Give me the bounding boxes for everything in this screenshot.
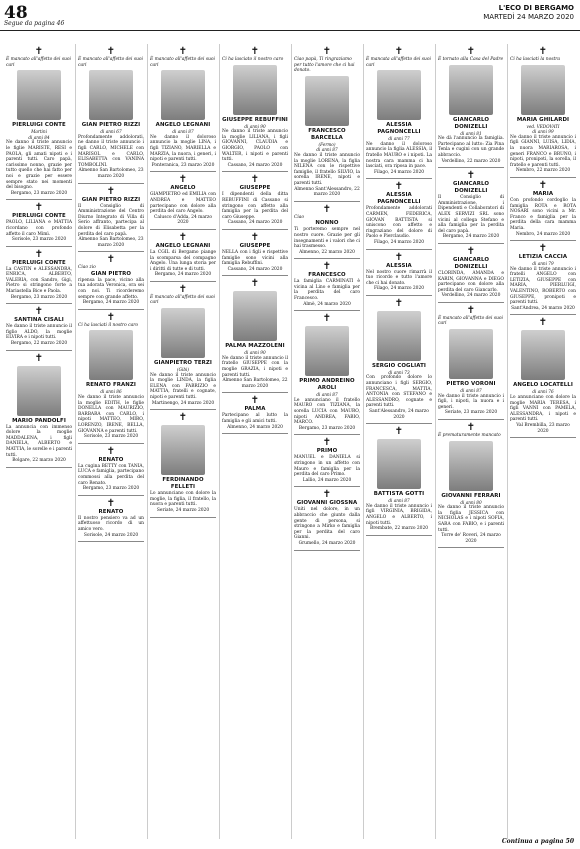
- cross-icon: ✝: [322, 203, 332, 215]
- portrait-photo: [233, 291, 277, 341]
- cross-icon: ✝: [538, 243, 548, 255]
- deceased-name: ANGELO LEGNANI: [155, 242, 211, 249]
- cross-icon: ✝: [322, 437, 332, 449]
- notice-text: La famiglia CARMINATI è vicina al Lino e famiglia per la perdita del caro Francesco.: [294, 279, 360, 302]
- deceased-age: di anni 79: [532, 261, 554, 267]
- deceased-age: di anni 87: [316, 147, 338, 153]
- notice-lead: Ci ha lasciati il nostro caro: [78, 322, 138, 328]
- deceased-age: di anni 90: [244, 350, 266, 356]
- obituary-column: [150, 44, 216, 518]
- notice-place-date: Brembate, 22 marzo 2020: [369, 526, 429, 532]
- obituary-notice: [150, 172, 216, 230]
- cross-icon: ✝: [466, 170, 476, 182]
- obituary-notice: [222, 172, 288, 230]
- notice-text: Il Consiglio di Amministrazione, i Dipendenti e Collaboratori di ALEX SERVIZI SRL sono vicini al collega Stefano e alla famiglia per la perdita del caro papà.: [438, 195, 504, 234]
- notice-place-date: Bergamo, 24 marzo 2020: [82, 300, 140, 306]
- notice-place-date: Almenno San Bartolomeo, 22 marzo 2020: [222, 378, 288, 389]
- deceased-name: RENATO: [98, 508, 124, 515]
- notice-text: Ne danno il triste annuncio la moglie LINDA, la figlia ELENA con FABRIZIO e MATTIA, fratelli e cognate, nipoti e parenti tutti.: [150, 372, 216, 401]
- notice-lead: Ci ha lasciati la nostra: [510, 57, 560, 62]
- notice-text: Ne danno il triste annuncio la moglie LORENA, la figlia NILENA con le rispettive famiglie, il fratello SILVIO, la sorella IRENE, nipoti e parenti tutti.: [294, 152, 360, 186]
- continued-to: Continua a pagina 50: [501, 838, 574, 845]
- cross-icon: ✝: [34, 46, 44, 57]
- cross-icon: ✝: [466, 422, 476, 434]
- obituary-notice: [6, 44, 72, 200]
- notice-place-date: Ponteranica, 23 marzo 2020: [151, 162, 215, 168]
- notice-place-date: Nembro, 22 marzo 2020: [515, 168, 571, 174]
- obituary-notice: [6, 247, 72, 305]
- obituary-notice: [294, 259, 360, 311]
- cross-icon: ✝: [538, 317, 548, 329]
- cross-icon: ✝: [106, 311, 116, 323]
- notice-place-date: Seriate, 23 marzo 2020: [444, 410, 498, 416]
- cross-icon: ✝: [34, 306, 44, 318]
- notice-text: Le annunciano il fratello MAURO con TIZIANA, la sorella LUCIA con MAURO, nipoti ANDREA, FABIO, MARCO.: [294, 397, 360, 426]
- cross-icon: ✝: [106, 254, 116, 266]
- notice-place-date: Sant'Andrea, 24 marzo 2020: [511, 305, 575, 311]
- notice-text: I dipendenti della ditta REBUFFINI di Cassano si stringono con affetto alla famiglia per la perdita del caro Giuseppe.: [222, 192, 288, 220]
- notice-text: La CASTIN e ALESSANDRA, ENRICA, ALBERTO, VALERIA, con Sandro, Gigi, Pietro si stringono forte a Mariastella Bice e Paola.: [6, 266, 72, 295]
- deceased-name: ALESSIA PAGNONCELLI: [377, 192, 421, 206]
- deceased-age: di anni 87: [316, 392, 338, 398]
- deceased-name: SANTINA CISALI: [14, 317, 64, 324]
- portrait-photo: [305, 76, 349, 126]
- obituary-notice: [222, 276, 288, 393]
- obituary-notice: [78, 252, 144, 310]
- notice-lead: È mancata all'affetto dei suoi cari: [366, 57, 431, 68]
- obituary-notice: [294, 311, 360, 435]
- cross-icon: ✝: [538, 46, 548, 57]
- cross-icon: ✝: [322, 46, 332, 57]
- deceased-name: FERDINANDO FELLETI: [162, 477, 204, 491]
- obituary-notice: [366, 44, 432, 179]
- deceased-name: PIETRO VORONI: [446, 381, 496, 388]
- deceased-age: di anni 67: [100, 129, 122, 135]
- obituary-column: [6, 44, 72, 468]
- obituary-column: [222, 44, 288, 434]
- deceased-age: di anni 84: [28, 134, 50, 140]
- deceased-name: PIERLUIGI CONTE: [12, 259, 66, 266]
- portrait-photo: [377, 439, 421, 489]
- deceased-name: GIANCARLO DONIZELLI: [452, 181, 490, 195]
- notice-place-date: Cassano, 24 marzo 2020: [227, 266, 283, 272]
- notice-place-date: Almenno Sant'Alessandro, 22 marzo 2020: [294, 186, 360, 198]
- portrait-photo: [449, 65, 493, 115]
- notice-place-date: Bergamo, 22 marzo 2020: [10, 341, 68, 347]
- notice-text: Ne danno il triste annuncio i figli, i nipoti, la nuora e i generi.: [438, 393, 504, 410]
- cross-icon: ✝: [34, 248, 44, 260]
- column-divider: [507, 44, 508, 839]
- notice-place-date: Bergamo, 23 marzo 2020: [10, 190, 68, 196]
- deceased-age: di anni 90: [244, 123, 266, 129]
- notice-text: Ne danno il triste annuncio la figlia JESSICA con NICHOLAS e i nipoti SOFIA, SARA con FABIO, e i parenti tutti.: [438, 505, 504, 533]
- notice-place-date: Filago, 24 marzo 2020: [373, 286, 425, 292]
- obituary-notice: [510, 44, 576, 178]
- notice-text: Ne danno il triste annuncio la moglie LILIANA, i figli GIOVANNI, CLAUDIA e GIORGIO, PAOLO con WALTER, i nipoti e parenti tutti.: [222, 129, 288, 163]
- deceased-age: di anni 80: [460, 499, 482, 505]
- deceased-name: ALESSIA PAGNONCELLI: [377, 122, 421, 136]
- cross-icon: ✝: [250, 278, 260, 290]
- obituary-notice: [366, 179, 432, 249]
- notice-place-date: Seriate, 24 marzo 2020: [156, 508, 210, 513]
- deceased-name: BATTISTA GOTTI: [373, 491, 425, 498]
- notice-text: Lo annunciano con dolore la moglie, la figlia, il fratello, la nuora e parenti tutti.: [150, 491, 216, 508]
- column-divider: [363, 44, 364, 839]
- notice-place-date: Nembro, 24 marzo 2020: [515, 231, 571, 237]
- obituary-notice: [222, 230, 288, 276]
- deceased-name: FRANCESCO: [308, 272, 346, 279]
- notice-lead: È mancato all'affetto dei suoi cari: [78, 57, 143, 68]
- obituary-notice: [438, 420, 504, 548]
- notice-place-date: Bergamo, 23 marzo 2020: [10, 294, 68, 300]
- obituary-notice: [294, 44, 360, 202]
- deceased-name: ANGELO LOCATELLI: [513, 382, 573, 389]
- deceased-name: PIERLUIGI CONTE: [12, 213, 66, 220]
- deceased-age: di anni 77: [388, 136, 410, 142]
- cross-icon: ✝: [466, 304, 476, 316]
- column-divider: [435, 44, 436, 839]
- notice-text: Profondamente addolorati CARMEN, FEDERICA, GIOVAN BATTISTA si uniscono con affetto e ringraziano del dolore di Paolo e Pierclaudio.: [366, 206, 432, 240]
- deceased-nickname: (Gibi): [177, 367, 189, 373]
- deceased-age: di anni 87: [388, 498, 410, 504]
- masthead: [483, 4, 574, 22]
- deceased-name: SERGIO COGLIATI: [372, 362, 426, 369]
- deceased-age: di anni 99: [532, 129, 554, 135]
- notice-place-date: Cassano, 24 marzo 2020: [227, 220, 283, 226]
- notice-place-date: Verdellino, 22 marzo 2020: [441, 158, 501, 164]
- cross-icon: ✝: [394, 181, 404, 193]
- notice-lead: È mancato all'affetto dei suoi cari: [150, 294, 215, 306]
- obituary-notice: [150, 230, 216, 282]
- deceased-age: di anni 87: [460, 388, 482, 394]
- notice-place-date: Torre de' Roveri, 24 marzo 2020: [441, 533, 501, 544]
- obituary-notice: [78, 184, 144, 253]
- notice-place-date: Filago, 24 marzo 2020: [373, 169, 425, 175]
- portrait-photo: [521, 330, 565, 380]
- cross-icon: ✝: [250, 174, 260, 186]
- cross-icon: ✝: [34, 202, 44, 214]
- deceased-name: GIANPIETRO TERZI: [153, 360, 213, 367]
- deceased-name: RENATO: [98, 456, 124, 463]
- cross-icon: ✝: [106, 185, 116, 197]
- cross-icon: ✝: [322, 313, 332, 325]
- obituary-notice: [438, 244, 504, 303]
- column-divider: [219, 44, 220, 839]
- notice-place-date: Almè, 24 marzo 2020: [303, 301, 351, 307]
- notice-text: Ne danno il triste annuncio il fratello GIUSEPPE con la moglie GRAZIA, i nipoti e parenti tutti.: [222, 355, 288, 378]
- notice-text: La CGIL di Bergamo piange la scomparsa del compagno Angelo. Una lunga storia per i diritti di tutte e di tutti.: [150, 249, 216, 272]
- obituary-notice: [222, 44, 288, 172]
- obituary-notice: [150, 410, 216, 517]
- notice-text: GIAMPIETRO ed EMILIA con ANDREA e MATTEO partecipano con dolore alla perdita del caro Angelo.: [150, 192, 216, 215]
- deceased-name: LETIZIA CACCIA: [518, 254, 568, 261]
- obituary-notice: [78, 44, 144, 184]
- notice-text: La cugina BETTY con TANIA, LUCA e famiglia, partecipano commossi alla perdita del caro Renato.: [78, 463, 144, 486]
- column-divider: [147, 44, 148, 839]
- notice-place-date: Bolgare, 22 marzo 2020: [12, 458, 66, 464]
- notice-text: PAOLO, LILIANA e MATTIA ricordano con profondo affetto il caro Mimì.: [6, 220, 72, 237]
- deceased-name: GIAN PIETRO RIZZI: [81, 122, 141, 129]
- obituary-notice: [150, 282, 216, 410]
- cross-icon: ✝: [178, 174, 188, 186]
- obituary-notice: [222, 393, 288, 434]
- notice-place-date: Sorisole, 24 marzo 2020: [83, 532, 139, 538]
- cross-icon: ✝: [106, 497, 116, 509]
- notice-text: Ne danno il triste annuncio il figlio ALDO, la moglie ELVIRA e i nipoti tutti.: [6, 324, 72, 341]
- obituary-notice: [150, 44, 216, 172]
- obituary-notice: [510, 178, 576, 241]
- notice-place-date: Almenno, 22 marzo 2020: [299, 249, 355, 255]
- notice-text: Il nostro pensiero va ad un affettuoso ricordo di un amico vero.: [78, 515, 144, 532]
- notice-place-date: Martinengo, 24 marzo 2020: [151, 400, 215, 406]
- cross-icon: ✝: [178, 283, 188, 295]
- notice-text: ripensa la pace, vicino alla tua adorata Veronica, ora sei con noi. Ti ricorderemo sempre con grande affetto.: [78, 277, 144, 300]
- column-divider: [75, 44, 76, 839]
- deceased-nickname: ved. VEDOVATI: [526, 123, 560, 129]
- obituary-column: [294, 44, 360, 551]
- notice-text: Ne dà l'annuncio la famiglia. Partecipano al lutto: Zia Pina Tenla e cugini con un grande abbraccio.: [438, 136, 504, 158]
- obituary-notice: [78, 496, 144, 542]
- notice-text: Ne danno il triste annuncio i figli GIANNI, LUISA, LIDIA, la nuora MARIAROSA, i generi FRANCO e BRUNO, i nipoti, pronipoti, la sorella, il fratello e parenti tutti.: [510, 134, 576, 168]
- obituary-notice: [438, 44, 504, 168]
- notice-place-date: Cassano, 24 marzo 2020: [227, 162, 283, 168]
- notice-text: Profondamente addolorati, ne danno il triste annuncio i figli CARLO, MICHELE con MARISOL e CARLO, ELISABETTA con VANINA TOMBOLINI.: [78, 134, 144, 168]
- column-divider: [291, 44, 292, 839]
- notice-text: Ne danno il triste annuncio i figli VIRGINIA, BRIGIDA, ANGELO e ALBERTO, i nipoti tutti.: [366, 503, 432, 526]
- notice-place-date: Verdellino, 24 marzo 2020: [441, 293, 501, 299]
- notice-text: Ne danno il doloroso annuncio la figlia ALESSIA, il fratello MAURO e i nipoti. La nostra cara mamma ci ha lasciati, ora riposa in pace.: [366, 141, 432, 170]
- notice-text: CLORINDA, AMANDA e KARIN, GIOVANNA e DIEGO partecipano con dolore alla perdita del caro Giancarlo.: [438, 270, 504, 293]
- notice-lead: È mancato all'affetto dei suoi cari: [6, 57, 71, 68]
- deceased-name: MARIO PANDOLFI: [12, 417, 66, 424]
- deceased-name: GIOVANNI GIOSSNA: [296, 500, 358, 507]
- portrait-photo: [161, 308, 205, 358]
- notice-place-date: Almenno San Bartolomeo, 23 marzo 2020: [78, 168, 144, 179]
- notice-text: Uniti nel dolore, in un abbraccio che giunto dalla gente di persona, si stringono a Mirko e famiglia per la perdita del caro Gianni.: [294, 507, 360, 541]
- deceased-age: di anni 76: [532, 389, 554, 395]
- notice-place-date: Sant'Alessandro, 24 marzo 2020: [369, 409, 429, 420]
- notice-text: MANUEL e DANIELA si stringono in un affetto con Mauro e famiglia per la perdita del caro Primo.: [294, 455, 360, 478]
- notice-text: Partecipano al lutto la famiglia e gli amici tutti.: [222, 413, 288, 425]
- cross-icon: ✝: [106, 46, 116, 57]
- portrait-photo: [161, 70, 205, 120]
- portrait-photo: [449, 441, 493, 491]
- cross-icon: ✝: [322, 261, 332, 273]
- notice-lead: Ciao papà, Ti ringraziamo per tutto l'amore che ci hai donato.: [294, 57, 355, 74]
- notice-text: Ne danno il triste annuncio le figlie MARISTE, RESI e PAOLA, gli amati nipoti e i parenti tutti. Caro papà, carissimo nonno, grazie per tutto quello che hai fatto per noi e grazie per essere sempre stato nei momenti del bisogno.: [6, 140, 72, 191]
- notice-place-date: Grumello, 24 marzo 2020: [298, 540, 356, 546]
- deceased-name: ANGELO LEGNANI: [155, 122, 211, 129]
- deceased-nickname: (Fermo): [318, 141, 336, 147]
- deceased-name: GIOVANNI FERRARI: [441, 492, 501, 499]
- obituary-notice: [438, 303, 504, 420]
- notice-place-date: Bergamo, 23 marzo 2020: [82, 486, 140, 492]
- notice-text: NELLA con i figli e rispettive famiglie sono vicini alla famiglia Rebuffini.: [222, 249, 288, 267]
- deceased-name: PALMA: [244, 406, 266, 413]
- cross-icon: ✝: [394, 46, 404, 57]
- portrait-photo: [377, 70, 421, 120]
- notice-text: Lo annunciano con dolore la moglie MARIA TERESA, i figli VANNI con PAMELA, ALESSANDRA, i nipoti e parenti tutti.: [510, 395, 576, 423]
- cross-icon: ✝: [106, 445, 116, 457]
- obituary-column: [510, 44, 576, 438]
- obituary-column: [438, 44, 504, 548]
- page-header: [0, 0, 580, 31]
- continued-from: Segue da pagina 46: [4, 20, 65, 27]
- obituary-notice: [6, 304, 72, 350]
- portrait-photo: [89, 330, 133, 380]
- portrait-photo: [521, 65, 565, 115]
- notice-lead: Ci ha lasciato il nostro caro: [222, 57, 284, 62]
- notice-lead: È mancato all'affetto dei suoi cari: [438, 315, 503, 327]
- cross-icon: ✝: [178, 231, 188, 243]
- deceased-age: di anni 81: [460, 130, 482, 136]
- obituary-notice: [366, 296, 432, 424]
- obituary-column: [366, 44, 432, 536]
- portrait-photo: [17, 70, 61, 120]
- notice-lead: È mancato all'affetto dei suoi cari: [150, 57, 215, 68]
- obituary-notice: [78, 310, 144, 444]
- cross-icon: ✝: [538, 179, 548, 191]
- obituary-notice: [6, 200, 72, 246]
- deceased-age: di anni 86: [100, 389, 122, 395]
- deceased-name: PRIMO: [316, 448, 338, 455]
- cross-icon: ✝: [34, 352, 44, 364]
- notice-text: Con profondo cordoglio la famiglia ROTA e ROTA NOSARI sono vicini a Mr. Franco e famiglia per la perdita della cara mamma Maria.: [510, 197, 576, 231]
- obituary-notice: [78, 444, 144, 496]
- cross-icon: ✝: [394, 251, 404, 263]
- notice-place-date: Calusco d'Adda, 24 marzo 2020: [154, 214, 212, 226]
- notice-place-date: Lallio, 24 marzo 2020: [302, 477, 352, 483]
- deceased-name: GIANCARLO DONIZELLI: [452, 256, 490, 270]
- cross-icon: ✝: [178, 46, 188, 57]
- notice-place-date: Almenno, 24 marzo 2020: [227, 424, 283, 430]
- obituary-notice: [366, 250, 432, 296]
- deceased-name: ANGELO: [170, 185, 196, 192]
- portrait-photo: [233, 65, 277, 115]
- portrait-photo: [305, 326, 349, 376]
- notice-lead: È prematuramente mancato: [438, 433, 501, 439]
- obituary-column: [78, 44, 144, 542]
- portrait-photo: [449, 329, 493, 379]
- cross-icon: ✝: [250, 395, 260, 407]
- obituary-notice: [438, 168, 504, 244]
- deceased-nickname: Martini: [31, 129, 47, 135]
- obituary-notice: [6, 351, 72, 468]
- portrait-photo: [17, 366, 61, 416]
- notice-place-date: Bergamo, 24 marzo 2020: [442, 234, 500, 240]
- page-number: 48: [4, 3, 28, 23]
- deceased-name: GIUSEPPE: [239, 185, 271, 192]
- deceased-name: PRIMO ANDREINO AROLI: [299, 378, 355, 392]
- notice-place-date: Filago, 24 marzo 2020: [373, 239, 425, 245]
- notice-place-date: Almenno San Bartolomeo, 23 marzo 2020: [78, 237, 144, 248]
- deceased-age: di anni 87: [172, 129, 194, 135]
- deceased-name: NONNO: [315, 220, 339, 227]
- deceased-name: GIUSEPPE REBUFFINI: [222, 116, 288, 123]
- notice-place-date: Bergamo, 23 marzo 2020: [298, 425, 356, 431]
- obituary-notice: [294, 487, 360, 550]
- deceased-name: RENATO FRANZI: [86, 382, 136, 389]
- deceased-name: GIANCARLO DONIZELLI: [452, 116, 490, 130]
- notice-text: Ne danno il doloroso annuncio la moglie LINA, i figli TIZIANO, MARIELLA e MARZIA, la nuora, i generi, i nipoti e parenti tutti.: [150, 134, 216, 163]
- notice-text: Nel nostro cuore rimarrà il tuo ricordo e tutto l'amore che ci hai donato.: [366, 269, 432, 286]
- cross-icon: ✝: [322, 489, 332, 501]
- issue-date: MARTEDÌ 24 MARZO 2020: [483, 13, 574, 21]
- cross-icon: ✝: [466, 46, 476, 57]
- deceased-name: GIUSEPPE: [239, 242, 271, 249]
- notice-text: Ti porteremo sempre nel nostro cuore. Grazie per gli insegnamenti e i valori che ci hai trasmesso.: [294, 227, 360, 250]
- notice-lead: Ciao zio: [78, 265, 96, 271]
- deceased-name: PALMA MAZZOLENI: [225, 343, 285, 350]
- deceased-name: FRANCESCO BARCELLA: [308, 127, 346, 141]
- deceased-name: ALESSIA: [386, 262, 412, 269]
- notice-text: Ne danno il triste annuncio la moglie EDITH, le figlie DONELLA con MAURIZIO, BARBARA con CARLO, i nipoti MATTEO, MIRO, LORENZO, IRENE, BELLA, GIOVANNA e parenti tutti.: [78, 395, 144, 434]
- portrait-photo: [377, 311, 421, 361]
- notice-text: La annuncia con immenso dolore la moglie MADDALENA, i figli DANIELA, ALBERTO e MATTIA, le sorelle e i parenti tutti.: [6, 424, 72, 458]
- cross-icon: ✝: [250, 231, 260, 243]
- obituary-notice: [294, 435, 360, 487]
- notice-place-date: Bergamo, 24 marzo 2020: [154, 272, 212, 278]
- deceased-age: di anni 73: [388, 369, 410, 375]
- deceased-name: GIAN PIETRO: [90, 270, 132, 277]
- notice-text: Il Consiglio di Amministrazione del Centro Diurno Integrato di Villa di Serio affranto, partecipa al dolore di Elisabetta per la perdita del caro papà.: [78, 203, 144, 237]
- deceased-name: MARIA GHILARDI: [516, 116, 570, 123]
- cross-icon: ✝: [394, 426, 404, 438]
- notice-lead: È tornato alla Casa del Padre: [438, 57, 504, 62]
- notice-text: Con profondo dolore lo annunciano i figli SERGIO, FRANCESCA, MATTIA, ANTONIA con STEFANO e ALESSANDRO, cognate e parenti tutti.: [366, 375, 432, 409]
- notice-place-date: Sorisole, 23 marzo 2020: [11, 237, 67, 243]
- obituary-notice: [510, 315, 576, 438]
- portrait-photo: [161, 425, 205, 475]
- cross-icon: ✝: [394, 297, 404, 309]
- notice-lead: Ciao: [294, 214, 305, 220]
- deceased-name: MARIA: [532, 190, 554, 197]
- notice-place-date: Val Brembilla, 23 marzo 2020: [516, 423, 570, 434]
- deceased-name: GIAN PIETRO RIZZI: [81, 196, 141, 203]
- notice-text: Ne danno il triste annuncio i fratelli ANGELO con LETIZIA, GIUSEPPE con MARIA, PIERLUIGI, VALENTINO, ROBERTO con GIUSEPPE, pronipoti e parenti tutti.: [510, 266, 576, 306]
- paper-name: L'ECO DI BERGAMO: [498, 4, 574, 12]
- obituary-notice: [294, 202, 360, 260]
- obituary-notice: [510, 241, 576, 315]
- cross-icon: ✝: [466, 245, 476, 257]
- cross-icon: ✝: [178, 412, 188, 424]
- notice-place-date: Sorisole, 23 marzo 2020: [83, 434, 139, 440]
- obituary-notice: [366, 424, 432, 536]
- portrait-photo: [89, 70, 133, 120]
- deceased-name: PIERLUIGI CONTE: [12, 122, 66, 129]
- cross-icon: ✝: [250, 46, 260, 57]
